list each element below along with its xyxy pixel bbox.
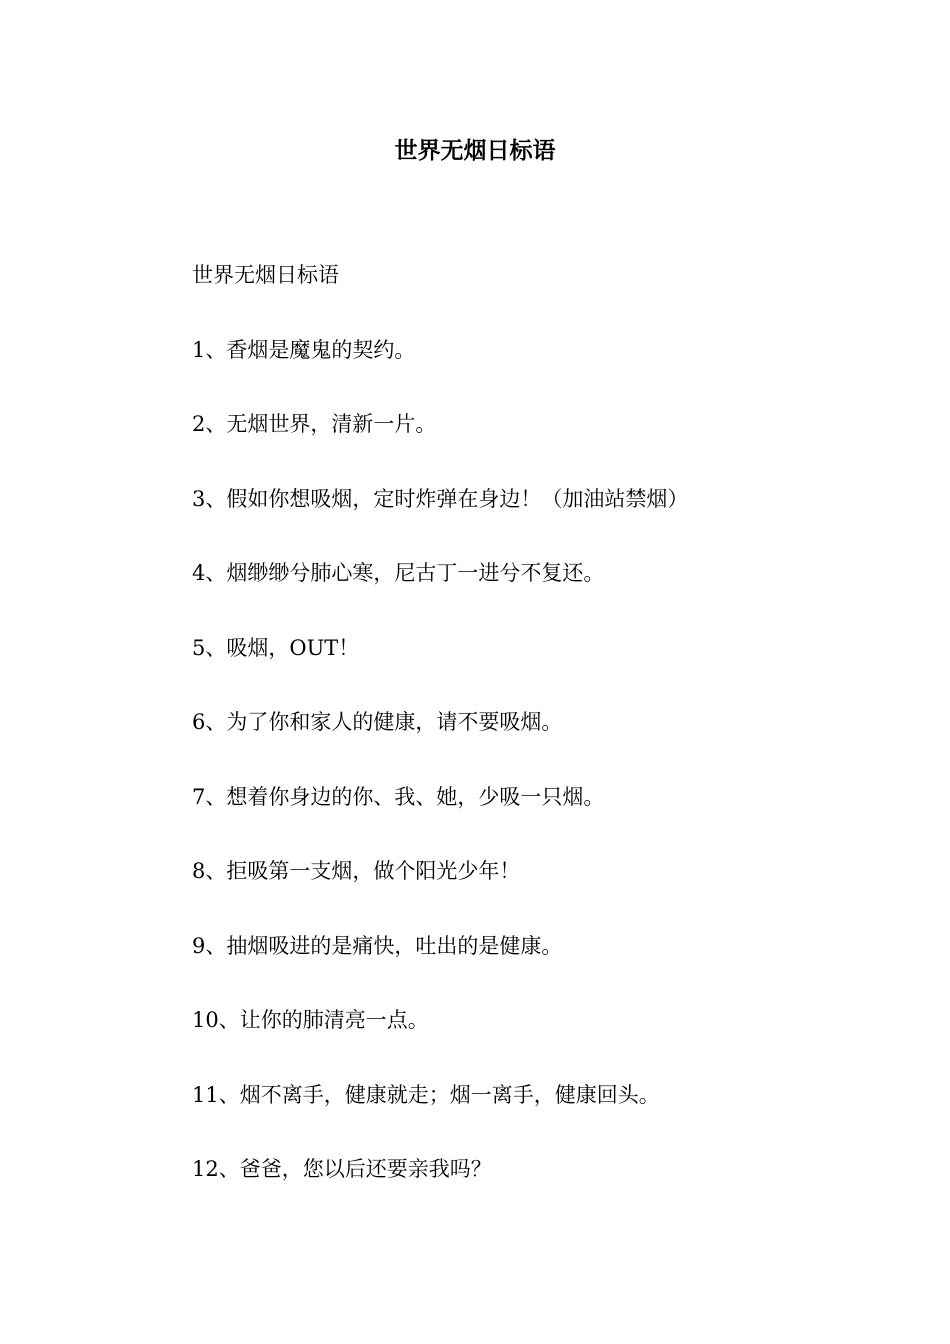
slogan-line: 9、抽烟吸进的是痛快，吐出的是健康。 [192,933,563,958]
slogan-line: 8、拒吸第一支烟，做个阳光少年！ [192,859,521,883]
document-subtitle: 世界无烟日标语 [192,263,339,287]
slogan-line: 12、爸爸，您以后还要亲我吗？ [192,1157,492,1181]
slogan-line: 4、烟缈缈兮肺心寒，尼古丁一进兮不复还。 [192,561,605,585]
slogan-line: 3、假如你想吸烟，定时炸弹在身边！（加油站禁烟） [192,486,689,511]
slogan-line: 6、为了你和家人的健康，请不要吸烟。 [192,710,563,734]
slogan-line: 5、吸烟，OUT！ [192,635,360,660]
document-title: 世界无烟日标语 [394,137,556,164]
slogan-line: 11、烟不离手，健康就走；烟一离手，健康回头。 [192,1082,660,1107]
slogan-line: 2、无烟世界，清新一片。 [192,412,437,436]
slogan-line: 10、让你的肺清亮一点。 [192,1008,429,1032]
slogan-line: 7、想着你身边的你、我、她，少吸一只烟。 [192,784,605,809]
document-body [192,258,892,1227]
slogan-line: 1、香烟是魔鬼的契约。 [192,337,416,362]
